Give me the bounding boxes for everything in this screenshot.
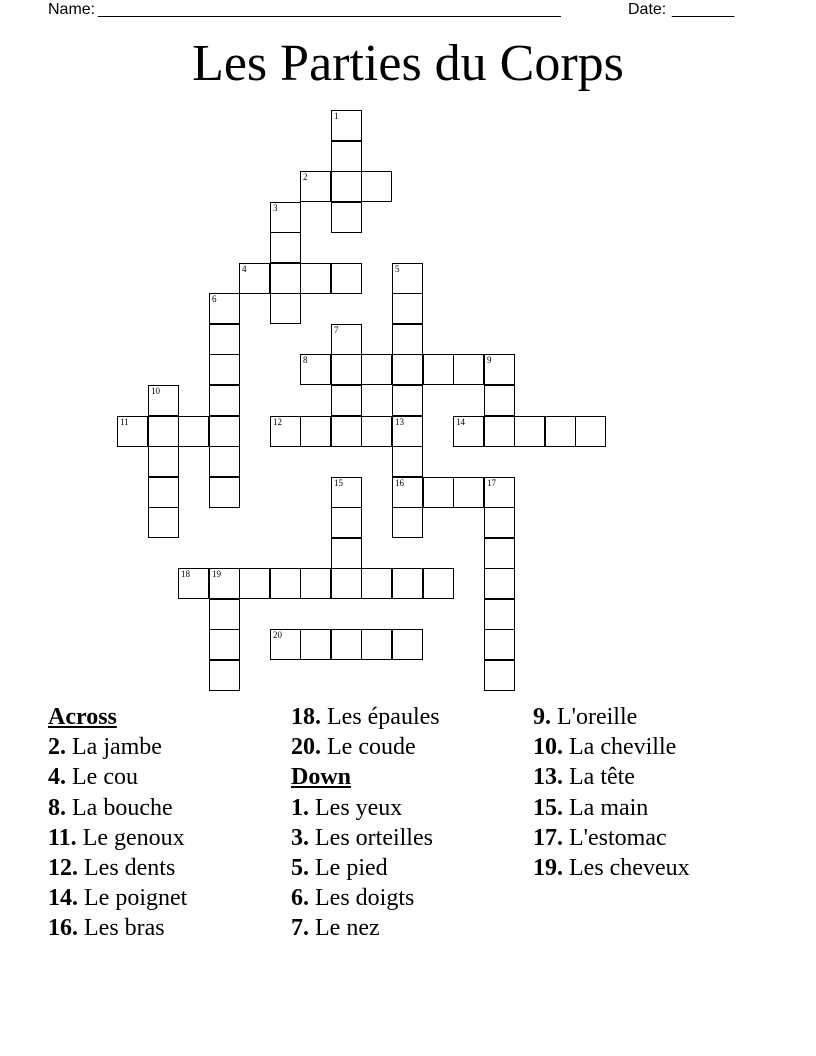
cell-number: 7 [334, 325, 339, 335]
crossword-cell[interactable] [331, 263, 362, 294]
clue-number: 4. [48, 764, 66, 791]
cell-number: 18 [181, 569, 190, 579]
crossword-cell[interactable] [209, 293, 240, 324]
cell-number: 5 [395, 264, 400, 274]
crossword-cell[interactable] [545, 416, 576, 447]
clue-text: La bouche [72, 794, 173, 821]
crossword-cell[interactable] [209, 599, 240, 630]
crossword-cell[interactable] [331, 507, 362, 538]
crossword-cell[interactable] [331, 324, 362, 355]
clue-number: 14. [48, 885, 78, 912]
crossword-cell[interactable] [331, 568, 362, 599]
crossword-cell[interactable] [453, 416, 484, 447]
clue-number: 2. [48, 734, 66, 761]
down-clue [291, 823, 440, 853]
cell-number: 14 [456, 417, 465, 427]
across-clue [48, 853, 187, 883]
crossword-cell[interactable] [392, 477, 423, 508]
crossword-cell[interactable] [392, 416, 423, 447]
crossword-cell[interactable] [178, 568, 209, 599]
crossword-cell[interactable] [270, 202, 301, 233]
crossword-cell[interactable] [270, 568, 301, 599]
crossword-cell[interactable] [423, 477, 454, 508]
cell-number: 3 [273, 203, 278, 213]
page-title: Les Parties du Corps [192, 35, 624, 92]
crossword-cell[interactable] [331, 538, 362, 569]
cell-number: 17 [487, 478, 496, 488]
cell-number: 19 [212, 569, 221, 579]
across-clue [48, 883, 187, 913]
clues-column-3 [533, 702, 690, 883]
crossword-cell[interactable] [331, 141, 362, 172]
clue-text: Le nez [315, 915, 380, 942]
down-clue [533, 762, 690, 792]
crossword-cell[interactable] [484, 660, 515, 691]
crossword-cell[interactable] [270, 293, 301, 324]
crossword-cell[interactable] [484, 629, 515, 660]
crossword-cell[interactable] [209, 324, 240, 355]
crossword-cell[interactable] [209, 416, 240, 447]
crossword-cell[interactable] [423, 354, 454, 385]
crossword-cell[interactable] [484, 568, 515, 599]
crossword-cell[interactable] [270, 416, 301, 447]
across-clue [48, 793, 187, 823]
date-label: Date: [628, 1, 667, 18]
name-line[interactable]: ____________________________________________________ [98, 1, 561, 18]
crossword-cell[interactable] [148, 416, 179, 447]
across-clue [48, 732, 187, 762]
crossword-cell[interactable] [331, 477, 362, 508]
crossword-cell[interactable] [270, 232, 301, 263]
clue-number: 3. [291, 824, 309, 851]
crossword-cell[interactable] [270, 263, 301, 294]
crossword-cell[interactable] [209, 385, 240, 416]
crossword-cell[interactable] [392, 385, 423, 416]
clue-text: Les épaules [327, 704, 440, 730]
crossword-cell[interactable] [300, 629, 331, 660]
crossword-cell[interactable] [209, 477, 240, 508]
crossword-cell[interactable] [361, 568, 392, 599]
crossword-cell[interactable] [392, 354, 423, 385]
clue-text: Le pied [315, 855, 388, 882]
clue-number: 1. [291, 794, 309, 821]
down-clue [533, 853, 690, 883]
across-clue [48, 823, 187, 853]
clue-text: La tête [569, 764, 635, 791]
crossword-cell[interactable] [575, 416, 606, 447]
down-clue [291, 853, 440, 883]
crossword-cell[interactable] [484, 507, 515, 538]
clue-text: La jambe [72, 734, 162, 761]
cell-number: 16 [395, 478, 404, 488]
crossword-cell[interactable] [484, 416, 515, 447]
clue-text: Les bras [84, 915, 165, 942]
clue-number: 10. [533, 734, 563, 761]
crossword-cell[interactable] [392, 324, 423, 355]
down-clue [291, 793, 440, 823]
crossword-cell[interactable] [392, 446, 423, 477]
clue-text: Les cheveux [569, 855, 690, 882]
clue-number: 5. [291, 855, 309, 882]
crossword-cell[interactable] [331, 416, 362, 447]
crossword-cell[interactable] [270, 629, 301, 660]
crossword-cell[interactable] [300, 354, 331, 385]
down-clue [533, 732, 690, 762]
clue-number: 15. [533, 794, 563, 821]
crossword-cell[interactable] [239, 263, 270, 294]
clue-number: 9. [533, 704, 551, 730]
clue-number: 8. [48, 794, 66, 821]
clues-column-1 [48, 702, 187, 944]
crossword-cell[interactable] [239, 568, 270, 599]
across-clue [48, 762, 187, 792]
down-heading: Down [291, 764, 352, 791]
crossword-cell[interactable] [209, 354, 240, 385]
crossword-cell[interactable] [361, 171, 392, 202]
cell-number: 11 [120, 417, 129, 427]
down-clue [533, 823, 690, 853]
crossword-cell[interactable] [300, 263, 331, 294]
crossword-cell[interactable] [148, 507, 179, 538]
cell-number: 9 [487, 355, 492, 365]
down-clue [291, 883, 440, 913]
name-label: Name: [48, 1, 96, 18]
crossword-cell[interactable] [331, 202, 362, 233]
cell-number: 6 [212, 294, 217, 304]
clue-number: 6. [291, 885, 309, 912]
crossword-cell[interactable] [209, 446, 240, 477]
crossword-cell[interactable] [209, 568, 240, 599]
cell-number: 2 [303, 172, 308, 182]
crossword-cell[interactable] [484, 477, 515, 508]
clue-number: 17. [533, 824, 563, 851]
crossword-cell[interactable] [331, 385, 362, 416]
crossword-cell[interactable] [300, 568, 331, 599]
down-clue [533, 793, 690, 823]
across-clue [48, 913, 187, 943]
across-heading: Across [48, 704, 117, 730]
crossword-cell[interactable] [148, 385, 179, 416]
date-line[interactable]: _______ [672, 1, 735, 18]
crossword-cell[interactable] [331, 171, 362, 202]
crossword-cell[interactable] [392, 263, 423, 294]
clue-text: L'estomac [569, 824, 667, 851]
crossword-cell[interactable] [178, 416, 209, 447]
crossword-cell[interactable] [361, 416, 392, 447]
crossword-cell[interactable] [209, 629, 240, 660]
crossword-cell[interactable] [209, 660, 240, 691]
cell-number: 15 [334, 478, 343, 488]
across-clue [291, 702, 440, 732]
clue-number: 20. [291, 734, 321, 761]
crossword-cell[interactable] [300, 171, 331, 202]
cell-number: 20 [273, 630, 282, 640]
cell-number: 1 [334, 111, 339, 121]
crossword-cell[interactable] [484, 385, 515, 416]
clue-text: Les orteilles [315, 824, 433, 851]
crossword-cell[interactable] [361, 354, 392, 385]
clue-text: L'oreille [557, 704, 638, 730]
clue-text: Les doigts [315, 885, 415, 912]
clue-text: Le cou [72, 764, 138, 791]
crossword-cell[interactable] [453, 354, 484, 385]
crossword-cell[interactable] [392, 568, 423, 599]
clue-number: 7. [291, 915, 309, 942]
across-clue [291, 732, 440, 762]
clue-number: 19. [533, 855, 563, 882]
crossword-cell[interactable] [392, 507, 423, 538]
clue-number: 11. [48, 824, 77, 851]
crossword-cell[interactable] [423, 568, 454, 599]
crossword-cell[interactable] [331, 629, 362, 660]
crossword-cell[interactable] [148, 446, 179, 477]
clue-number: 16. [48, 915, 78, 942]
crossword-cell[interactable] [484, 599, 515, 630]
cell-number: 10 [151, 386, 160, 396]
crossword-cell[interactable] [117, 416, 148, 447]
cell-number: 12 [273, 417, 282, 427]
cell-number: 13 [395, 417, 404, 427]
down-clue [533, 702, 690, 732]
crossword-cell[interactable] [453, 477, 484, 508]
clue-number: 12. [48, 855, 78, 882]
crossword-cell[interactable] [484, 538, 515, 569]
cell-number: 4 [242, 264, 247, 274]
cell-number: 8 [303, 355, 308, 365]
clue-text: Les dents [84, 855, 176, 882]
clue-number: 18. [291, 704, 321, 730]
clue-text: Le genoux [82, 824, 185, 851]
crossword-cell[interactable] [514, 416, 545, 447]
clue-text: Le coude [327, 734, 416, 761]
clues-column-2 [291, 702, 440, 944]
crossword-cell[interactable] [331, 110, 362, 141]
clue-text: Les yeux [315, 794, 403, 821]
crossword-cell[interactable] [392, 629, 423, 660]
clue-text: Le poignet [84, 885, 188, 912]
crossword-cell[interactable] [361, 629, 392, 660]
down-clue [291, 913, 440, 943]
clue-text: La cheville [569, 734, 677, 761]
clue-number: 13. [533, 764, 563, 791]
crossword-cell[interactable] [331, 354, 362, 385]
crossword-cell[interactable] [392, 293, 423, 324]
crossword-cell[interactable] [300, 416, 331, 447]
crossword-cell[interactable] [484, 354, 515, 385]
crossword-cell[interactable] [148, 477, 179, 508]
clue-text: La main [569, 794, 649, 821]
